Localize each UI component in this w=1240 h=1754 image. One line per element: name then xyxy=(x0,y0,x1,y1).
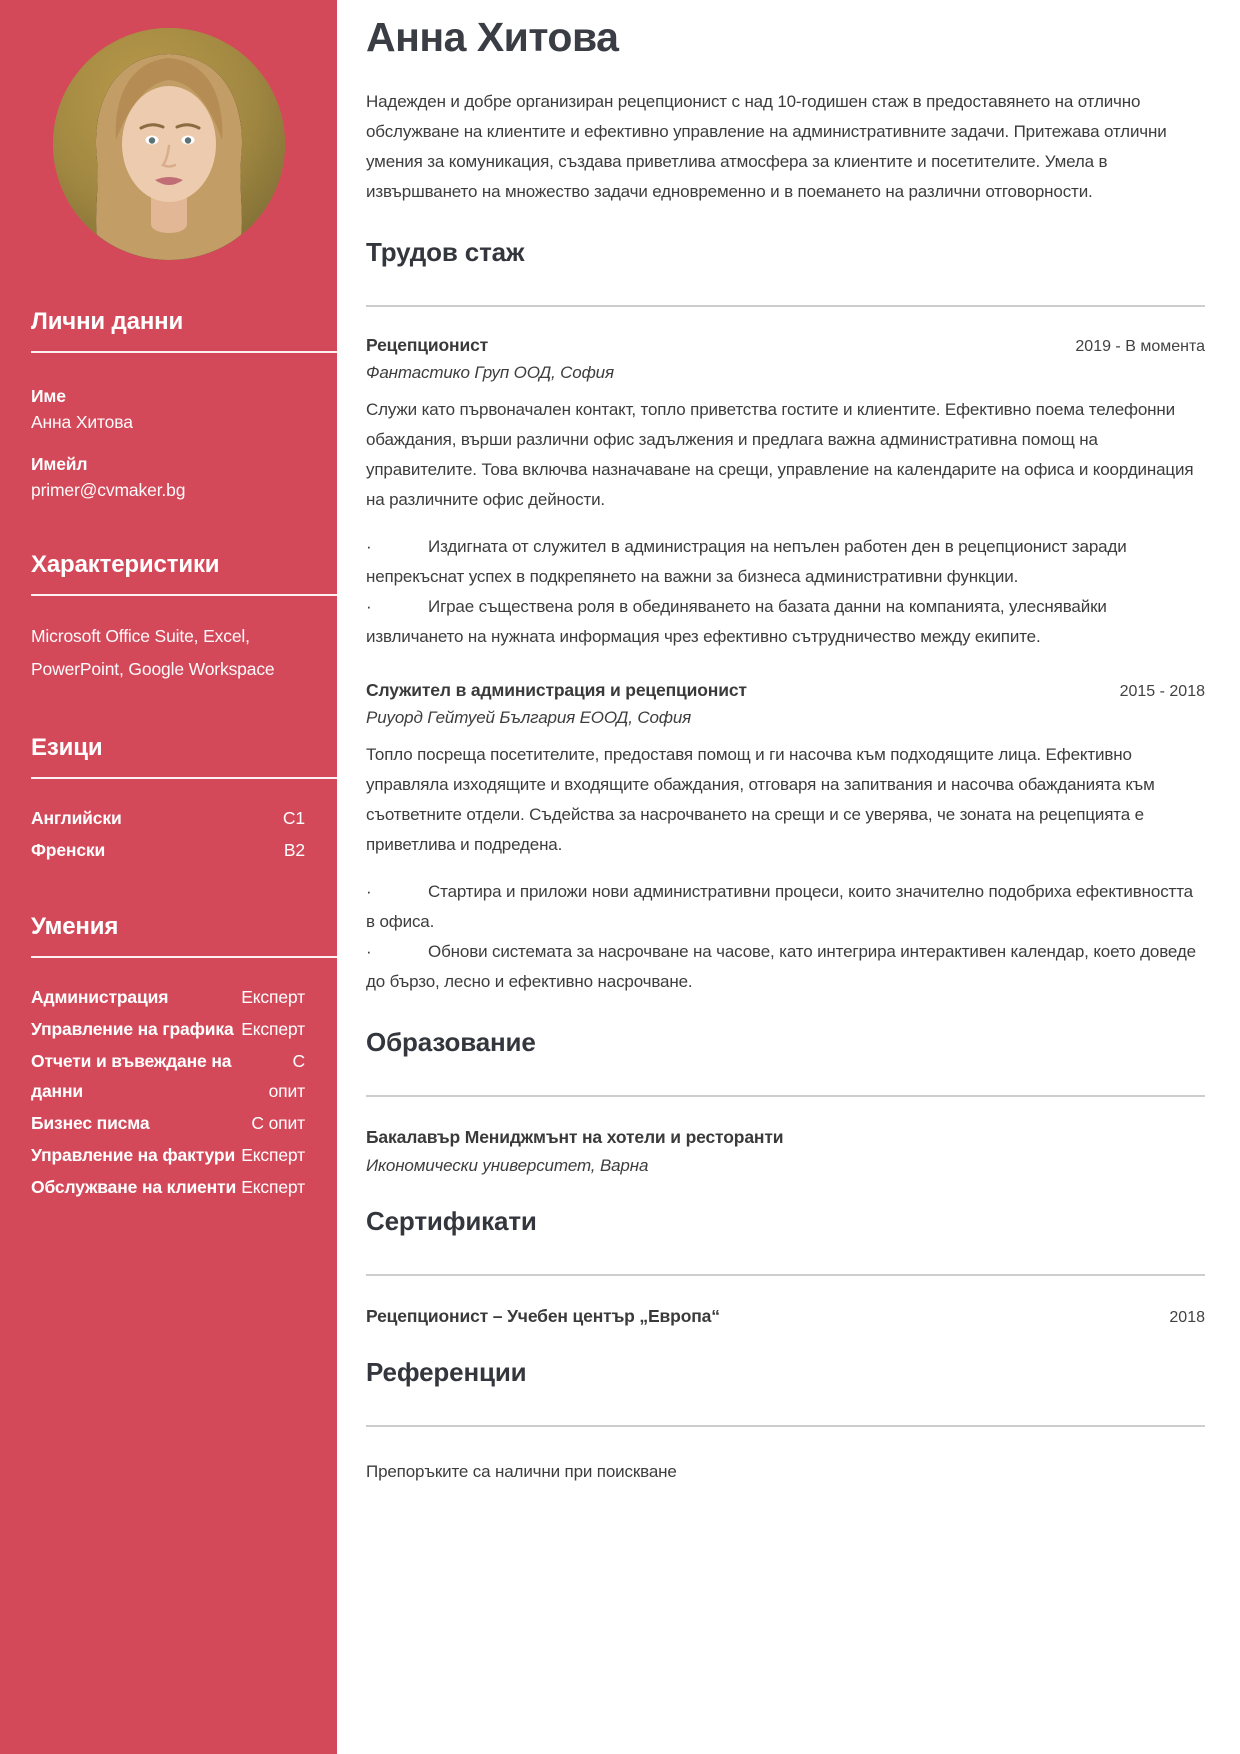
language-row xyxy=(31,835,305,865)
certificate-entry xyxy=(366,1306,1205,1327)
sidebar-divider xyxy=(31,777,337,779)
section-divider xyxy=(366,1425,1205,1427)
job-bullet xyxy=(366,937,1205,997)
field-name-label: Име xyxy=(31,386,66,406)
language-row xyxy=(31,803,305,833)
education-school: Икономически университет, Варна xyxy=(366,1156,649,1176)
cv-name: Анна Хитова xyxy=(366,14,619,60)
sidebar-heading-skills: Умения xyxy=(31,913,119,940)
section-heading-work: Трудов стаж xyxy=(366,237,525,268)
bullet-icon: · xyxy=(366,942,372,962)
job-bullet-text: Стартира и приложи нови административни процеси, които значително подобриха ефективността в офиса. xyxy=(366,882,1193,932)
bullet-icon: · xyxy=(366,597,372,617)
job-header xyxy=(366,680,1205,701)
job-company: Фантастико Груп ООД, София xyxy=(366,363,614,383)
job-header xyxy=(366,335,1205,356)
field-email-label: Имейл xyxy=(31,454,88,474)
sidebar xyxy=(0,0,337,1754)
language-level: C1 xyxy=(282,808,305,828)
section-divider xyxy=(366,1274,1205,1276)
characteristics-text: Microsoft Office Suite, Excel, PowerPoint, Google Workspace xyxy=(31,626,275,679)
job-bullet-text: Издигната от служител в администрация на непълен работен ден в рецепционист заради непрекъснат успех в подкрепянето на важни за бизнеса административни функции. xyxy=(366,537,1127,587)
job-title: Рецепционист xyxy=(366,335,489,356)
sidebar-divider xyxy=(31,351,337,353)
skill-level: Експерт xyxy=(241,1177,305,1197)
skill-level: Експерт xyxy=(241,1145,305,1165)
job-entry xyxy=(366,335,1205,652)
education-entry xyxy=(366,1127,1205,1176)
job-description: Служи като първоначален контакт, топло приветства гостите и клиентите. Ефективно поема телефонни обаждания, върши различни офис задължения и предлага важна административна помощ на управителите. Това включва назначаване на срещи, управление на календарите на офиса и координация на различните офис дейности. xyxy=(366,400,1194,510)
language-name: Френски xyxy=(31,840,106,860)
language-name: Английски xyxy=(31,808,122,828)
skill-name: Администрация xyxy=(31,987,169,1007)
job-period: 2019 - В момента xyxy=(1075,338,1205,356)
sidebar-heading-personal: Лични данни xyxy=(31,308,184,335)
sidebar-heading-languages: Езици xyxy=(31,734,103,761)
personal-fields xyxy=(31,383,305,503)
skill-name: Управление на графика xyxy=(31,1019,234,1039)
job-company: Риуорд Гейтуей България ЕООД, София xyxy=(366,708,692,728)
bullet-icon: · xyxy=(366,537,372,557)
job-title: Служител в администрация и рецепционист xyxy=(366,680,747,701)
languages-list xyxy=(31,803,305,865)
job-bullet xyxy=(366,532,1205,592)
skill-name: Управление на фактури xyxy=(31,1145,236,1165)
field-email-value: primer@cvmaker.bg xyxy=(31,480,186,500)
skill-row xyxy=(31,1108,305,1138)
summary-paragraph: Надежден и добре организиран рецепционист с над 10-годишен стаж в предоставянето на отлично обслужване на клиентите и ефективно управление на административните задачи. Притежава отлични умения за комуникация, създава приветлива атмосфера за клиентите и посетителите. Умела в извършването на множество задачи едновременно и в поемането на различни отговорности. xyxy=(366,92,1167,202)
sidebar-divider xyxy=(31,956,337,958)
skill-level: С опит xyxy=(268,1051,305,1101)
section-heading-references: Референции xyxy=(366,1357,527,1388)
certificate-year: 2018 xyxy=(1169,1309,1205,1327)
skill-row xyxy=(31,1172,305,1202)
skill-row xyxy=(31,1140,305,1170)
skills-list xyxy=(31,982,305,1202)
skill-name: Обслужване на клиенти xyxy=(31,1177,237,1197)
bullet-icon: · xyxy=(366,882,372,902)
job-bullet xyxy=(366,592,1205,652)
skill-level: Експерт xyxy=(241,1019,305,1039)
education-degree: Бакалавър Мениджмънт на хотели и ресторанти xyxy=(366,1127,784,1148)
section-heading-certificates: Сертификати xyxy=(366,1206,537,1237)
sidebar-heading-characteristics: Характеристики xyxy=(31,551,220,578)
job-period: 2015 - 2018 xyxy=(1119,683,1205,701)
job-bullet xyxy=(366,877,1205,937)
job-bullet-text: Обнови системата за насрочване на часове, като интегрира интерактивен календар, което доведе до бързо, лесно и ефективно насрочване. xyxy=(366,942,1196,992)
skill-name: Бизнес писма xyxy=(31,1113,150,1133)
skill-row xyxy=(31,1014,305,1044)
profile-photo-illustration xyxy=(53,28,285,260)
language-level: B2 xyxy=(283,840,305,860)
field-email xyxy=(31,451,305,503)
skill-level: С опит xyxy=(251,1113,305,1133)
job-description: Топло посреща посетителите, предоставя помощ и ги насочва към подходящите лица. Ефективно управляла изходящите и входящите обаждания, отговаря на запитвания и насочва обажданията към съответните отдели. Съдейства за насрочването на срещи и се уверява, че зоната на рецепцията е приветлива и подредена. xyxy=(366,745,1155,855)
section-heading-education: Образование xyxy=(366,1027,536,1058)
certificate-name: Рецепционист – Учебен център „Европа“ xyxy=(366,1306,720,1327)
section-divider xyxy=(366,1095,1205,1097)
sidebar-divider xyxy=(31,594,337,596)
skill-row xyxy=(31,1046,305,1106)
job-bullet-text: Играе съществена роля в обединяването на базата данни на компанията, улеснявайки извличането на нужната информация чрез ефективно сътрудничество между екипите. xyxy=(366,597,1107,647)
main-column xyxy=(366,0,1205,1504)
references-text: Препоръките са налични при поискване xyxy=(366,1462,677,1482)
field-name xyxy=(31,383,305,435)
section-divider xyxy=(366,305,1205,307)
field-name-value: Анна Хитова xyxy=(31,412,133,432)
skill-row xyxy=(31,982,305,1012)
skill-name: Отчети и въвеждане на данни xyxy=(31,1051,232,1101)
profile-photo xyxy=(53,28,285,260)
job-entry xyxy=(366,680,1205,997)
skill-level: Експерт xyxy=(241,987,305,1007)
